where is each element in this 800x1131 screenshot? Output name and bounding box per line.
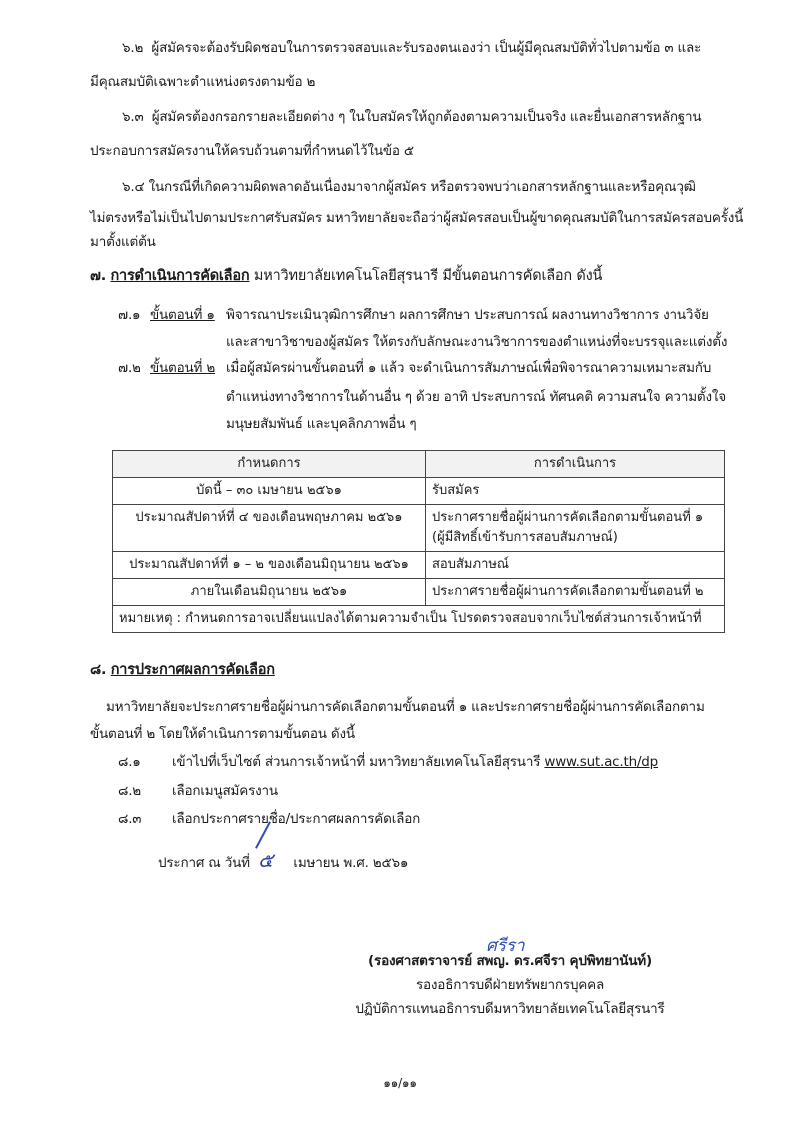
item-text: ผู้สมัครจะต้องรับผิดชอบในการตรวจสอบและรับรองตนเองว่า เป็นผู้มีคุณสมบัติทั่วไปตามข้อ ๓ และ (151, 40, 702, 56)
date-prefix: ประกาศ ณ วันที่ (158, 855, 250, 871)
section-intro: มหาวิทยาลัยเทคโนโลยีสุรนารี มีขั้นตอนการคัดเลือก ดังนี้ (253, 268, 603, 284)
page-number: ๑๑/๑๑ (383, 1076, 417, 1090)
item-8-3: เลือกประกาศรายชื่อ/ประกาศผลการคัดเลือก (172, 811, 421, 827)
cell-what: สอบสัมภาษณ์ (426, 552, 725, 579)
item-text: ผู้สมัครต้องกรอกรายละเอียดต่าง ๆ ในใบสมัครให้ถูกต้องตามความเป็นจริง และยื่นเอกสารหลักฐาน (151, 109, 702, 125)
item-6-4-line1 (122, 177, 696, 197)
item-6-2-line2: มีคุณสมบัติเฉพาะตำแหน่งตรงตามข้อ ๒ (90, 74, 316, 90)
item-8-1 (172, 752, 658, 772)
signatory-title-2: ปฏิบัติการแทนอธิการบดีมหาวิทยาลัยเทคโนโลยีสุรนารี (355, 1001, 665, 1017)
table-row (113, 552, 725, 579)
section-8-para-line1: มหาวิทยาลัยจะประกาศรายชื่อผู้ผ่านการคัดเลือกตามขั้นตอนที่ ๑ และประกาศรายชื่อผู้ผ่านการคัดเลือกตาม (106, 699, 705, 715)
announcement-date (158, 850, 408, 873)
item-8-3-number: ๘.๓ (118, 811, 142, 827)
step-7-2-line3: มนุษยสัมพันธ์ และบุคลิกภาพอื่น ๆ (226, 416, 417, 432)
item-number: ๖.๓ (122, 109, 144, 125)
cell-what (426, 505, 725, 552)
step-7-1-line2: และสาขาวิชาของผู้สมัคร ให้ตรงกับลักษณะงานวิชาการของตำแหน่งที่จะบรรจุและแต่งตั้ง (226, 334, 728, 350)
schedule-table (112, 450, 725, 633)
item-text: ในกรณีที่เกิดความผิดพลาดอันเนื่องมาจากผู้สมัคร หรือตรวจพบว่าเอกสารหลักฐานและหรือคุณวุฒิ (148, 179, 696, 195)
signatory-name: (รองศาสตราจารย์ สพญ. ดร.ศจีรา คุปพิทยานันท์) (368, 953, 652, 969)
cell-when: บัดนี้ – ๓๐ เมษายน ๒๕๖๑ (113, 478, 426, 505)
item-text: เข้าไปที่เว็บไซต์ ส่วนการเจ้าหน้าที่ มหาวิทยาลัยเทคโนโลยีสุรนารี (172, 754, 545, 770)
section-number: ๘. (90, 662, 107, 678)
section-8-para-line2: ขั้นตอนที่ ๒ โดยให้ดำเนินการตามขั้นตอน ดังนี้ (90, 726, 355, 742)
website-link[interactable]: www.sut.ac.th/dp (544, 754, 659, 770)
table-row (113, 478, 725, 505)
step-7-2-number: ๗.๒ (118, 360, 141, 376)
step-7-1-number: ๗.๑ (118, 307, 141, 323)
cell-what-line2: (ผู้มีสิทธิ์เข้ารับการสอบสัมภาษณ์) (432, 530, 618, 545)
section-7-heading (90, 266, 602, 286)
step-7-2-line1: เมื่อผู้สมัครผ่านขั้นตอนที่ ๑ แล้ว จะดำเนินการสัมภาษณ์เพื่อพิจารณาความเหมาะสมกับ (226, 360, 712, 376)
cell-when: ประมาณสัปดาห์ที่ ๔ ของเดือนพฤษภาคม ๒๕๖๑ (113, 505, 426, 552)
item-8-2: เลือกเมนูสมัครงาน (172, 783, 278, 799)
item-8-1-number: ๘.๑ (118, 754, 141, 770)
item-6-4-line2: ไม่ตรงหรือไม่เป็นไปตามประกาศรับสมัคร มหาวิทยาลัยจะถือว่าผู้สมัครสอบเป็นผู้ขาดคุณสมบัติในการสมัครสอบครั้งนี้ (90, 210, 744, 226)
table-header-row (113, 451, 725, 478)
section-title: การดำเนินการคัดเลือก (110, 268, 250, 284)
section-title: การประกาศผลการคัดเลือก (110, 662, 275, 678)
table-note-row (113, 606, 725, 633)
section-8-heading (90, 660, 275, 680)
item-6-3-line1 (122, 107, 701, 127)
table-row (113, 505, 725, 552)
cell-what: รับสมัคร (426, 478, 725, 505)
cell-what-line1: ประกาศรายชื่อผู้ผ่านการคัดเลือกตามขั้นตอนที่ ๑ (432, 510, 704, 525)
signature-mark: ศรีรา (486, 936, 525, 956)
header-action: การดำเนินการ (426, 451, 725, 478)
table-row (113, 579, 725, 606)
item-number: ๖.๒ (122, 40, 144, 56)
section-number: ๗. (90, 268, 107, 284)
item-number: ๖.๔ (122, 179, 145, 195)
header-schedule: กำหนดการ (113, 451, 426, 478)
item-6-2-line1 (122, 38, 701, 58)
cell-when: ภายในเดือนมิถุนายน ๒๕๖๑ (113, 579, 426, 606)
handwritten-day: ๕ (258, 848, 273, 872)
step-7-1-label: ขั้นตอนที่ ๑ (150, 307, 215, 323)
step-7-1-line1: พิจารณาประเมินวุฒิการศึกษา ผลการศึกษา ประสบการณ์ ผลงานทางวิชาการ งานวิจัย (226, 307, 709, 323)
cell-what: ประกาศรายชื่อผู้ผ่านการคัดเลือกตามขั้นตอนที่ ๒ (426, 579, 725, 606)
table-note: หมายเหตุ : กำหนดการอาจเปลี่ยนแปลงได้ตามความจำเป็น โปรดตรวจสอบจากเว็บไซต์ส่วนการเจ้าหน้าที่ (113, 606, 725, 633)
item-6-3-line2: ประกอบการสมัครงานให้ครบถ้วนตามที่กำหนดไว้ในข้อ ๕ (90, 143, 414, 159)
cell-when: ประมาณสัปดาห์ที่ ๑ – ๒ ของเดือนมิถุนายน ๒๕๖๑ (113, 552, 426, 579)
item-8-2-number: ๘.๒ (118, 783, 142, 799)
step-7-2-label: ขั้นตอนที่ ๒ (150, 360, 216, 376)
step-7-2-line2: ตำแหน่งทางวิชาการในด้านอื่น ๆ ด้วย อาทิ ประสบการณ์ ทัศนคติ ความสนใจ ความตั้งใจ (226, 389, 726, 405)
signatory-title-1: รองอธิการบดีฝ่ายทรัพยากรบุคคล (415, 977, 605, 993)
date-suffix: เมษายน พ.ศ. ๒๕๖๑ (293, 855, 409, 871)
item-6-4-line3: มาตั้งแต่ต้น (90, 234, 156, 250)
